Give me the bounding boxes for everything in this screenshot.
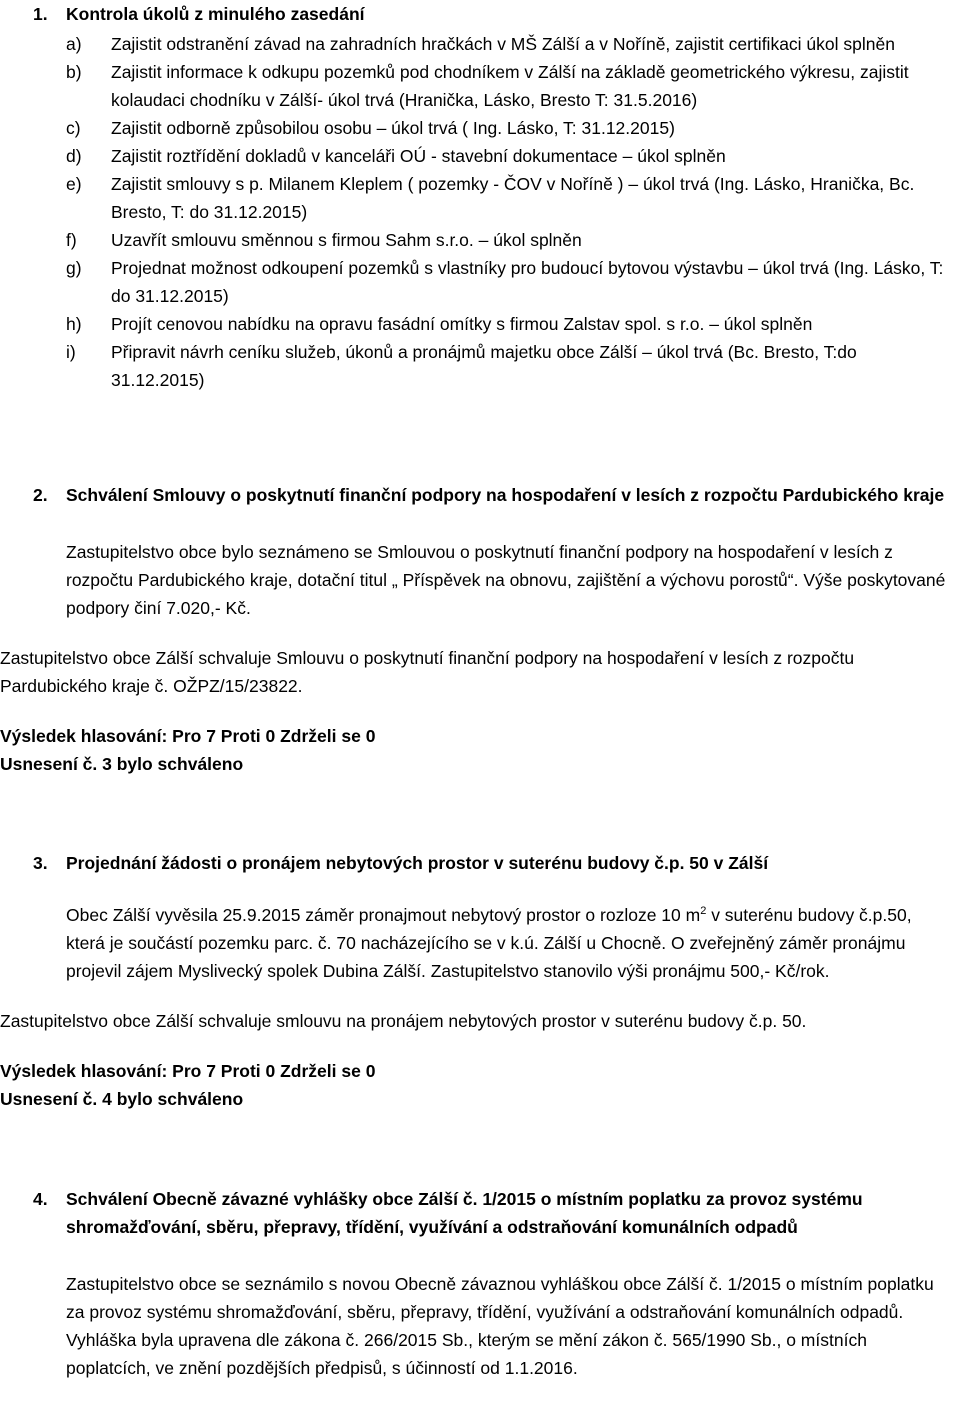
task-text: Zajistit smlouvy s p. Milanem Kleplem ( pozemky - ČOV v Nořínĕ ) – úkol trvá (Ing. Lásko, Hranička, Bc. Bresto, T: do 31.12.2015) xyxy=(111,174,915,222)
section-paragraph xyxy=(0,897,960,985)
task-label: i) xyxy=(66,342,76,362)
resolution-status: Usnesení č. 4 bylo schváleno xyxy=(0,1088,244,1109)
task-text: Projít cenovou nabídku na opravu fasádní omítky s firmou Zalstav spol. s r.o. – úkol splněn xyxy=(111,314,813,334)
section-number: 4. xyxy=(33,1189,48,1209)
task-label: h) xyxy=(66,314,82,334)
section-title: Schválení Obecně závazné vyhlášky obce Zálší č. 1/2015 o místním poplatku za provoz systému shromažďování, sběru, přepravy, třídění, využívání a odstraňování komunálních odpadů xyxy=(66,1189,863,1237)
section-title: Schválení Smlouvy o poskytnutí finanční podpory na hospodaření v lesích z rozpočtu Pardubického kraje xyxy=(66,485,945,505)
task-label: e) xyxy=(66,174,82,194)
section-number: 2. xyxy=(33,485,48,505)
task-label: g) xyxy=(66,258,82,278)
section-3 xyxy=(0,849,960,1113)
section-1 xyxy=(0,0,960,394)
task-label: f) xyxy=(66,230,77,250)
superscript: 2 xyxy=(700,905,707,917)
resolution-text: Zastupitelstvo obce Zálší schvaluje Smlouvu o poskytnutí finanční podpory na hospodaření v lesích z rozpočtu Pardubického kraje č. OŽPZ/15/23822. xyxy=(0,648,855,696)
task-text: Zajistit informace k odkupu pozemků pod chodníkem v Zálší na základě geometrického výkresu, zajistit kolaudaci chodníku v Zálší- úkol trvá (Hranička, Lásko, Bresto T: 31.5.2016) xyxy=(111,62,909,110)
section-1-heading xyxy=(0,0,960,28)
section-2-heading xyxy=(0,481,960,509)
paragraph-text: v suterénu budovy č.p.50, která je součástí pozemku parc. č. 70 nacházejícího se v k.ú. Zálší u Chocně. O zveřejněný záměr pronájmu projevil zájem Myslivecký spolek Dubina Zálší. Zastupitelstvo stanovilo výši pronájmu 500,- Kč/rok. xyxy=(66,904,912,981)
section-3-heading xyxy=(0,849,960,877)
resolution-text: Zastupitelstvo obce Zálší schvaluje smlouvu na pronájem nebytových prostor v suterénu budovy č.p. 50. xyxy=(0,1010,807,1031)
task-label: b) xyxy=(66,62,82,82)
task-item xyxy=(0,338,960,394)
paragraph-text: Obec Zálší vyvěsila 25.9.2015 záměr pronajmout nebytový prostor o rozloze 10 m xyxy=(66,904,701,925)
task-item xyxy=(0,142,960,170)
task-item xyxy=(0,58,960,114)
task-label: d) xyxy=(66,146,82,166)
task-item xyxy=(0,30,960,58)
section-2 xyxy=(0,481,960,778)
task-text: Připravit návrh ceníku služeb, úkonů a pronájmů majetku obce Zálší – úkol trvá (Bc. Bresto, T:do 31.12.2015) xyxy=(111,342,857,390)
task-label: c) xyxy=(66,118,81,138)
task-item xyxy=(0,254,960,310)
section-number: 3. xyxy=(33,853,48,873)
resolution-status: Usnesení č. 3 bylo schváleno xyxy=(0,754,244,774)
section-paragraph: Zastupitelstvo obce bylo seznámeno se Smlouvou o poskytnutí finanční podpory na hospodaření v lesích z rozpočtu Pardubického kraje, dotační titul „ Příspěvek na obnovu, zajištění a výchovu porostů“. Výše poskytované podpory činí 7.020,- Kč. xyxy=(66,542,946,618)
task-text: Projednat možnost odkoupení pozemků s vlastníky pro budoucí bytovou výstavbu – úkol trvá (Ing. Lásko, T: do 31.12.2015) xyxy=(111,258,944,306)
task-list xyxy=(0,30,960,394)
section-number: 1. xyxy=(33,4,48,24)
section-paragraph: Zastupitelstvo obce se seznámilo s novou Obecně závaznou vyhláškou obce Zálší č. 1/2015 o místním poplatku za provoz systému shromažďování, sběru, přepravy, třídění, využívání a odstraňování komunálních odpadů. Vyhláška byla upravena dle zákona č. 266/2015 Sb., kterým se mění zákon č. 565/1990 Sb., o místních poplatcích, ve znění pozdějších předpisů, s účinností od 1.1.2016. xyxy=(66,1274,934,1378)
task-item xyxy=(0,310,960,338)
task-text: Zajistit odborně způsobilou osobu – úkol trvá ( Ing. Lásko, T: 31.12.2015) xyxy=(111,118,675,138)
section-4-heading xyxy=(0,1185,960,1241)
section-title: Projednání žádosti o pronájem nebytových prostor v suterénu budovy č.p. 50 v Zálší xyxy=(66,853,769,873)
task-label: a) xyxy=(66,34,82,54)
task-item xyxy=(0,170,960,226)
section-title: Kontrola úkolů z minulého zasedání xyxy=(66,4,365,24)
task-item xyxy=(0,226,960,254)
vote-result: Výsledek hlasování: Pro 7 Proti 0 Zdrželi se 0 xyxy=(0,1060,376,1081)
vote-result: Výsledek hlasování: Pro 7 Proti 0 Zdrželi se 0 xyxy=(0,726,376,746)
task-text: Zajistit odstranění závad na zahradních hračkách v MŠ Zálší a v Nořínĕ, zajistit certifikaci úkol splněn xyxy=(111,34,895,54)
section-4 xyxy=(0,1185,960,1382)
task-text: Uzavřít smlouvu směnnou s firmou Sahm s.r.o. – úkol splněn xyxy=(111,230,582,250)
task-item xyxy=(0,114,960,142)
task-text: Zajistit roztřídění dokladů v kanceláři OÚ - stavební dokumentace – úkol splněn xyxy=(111,146,726,166)
